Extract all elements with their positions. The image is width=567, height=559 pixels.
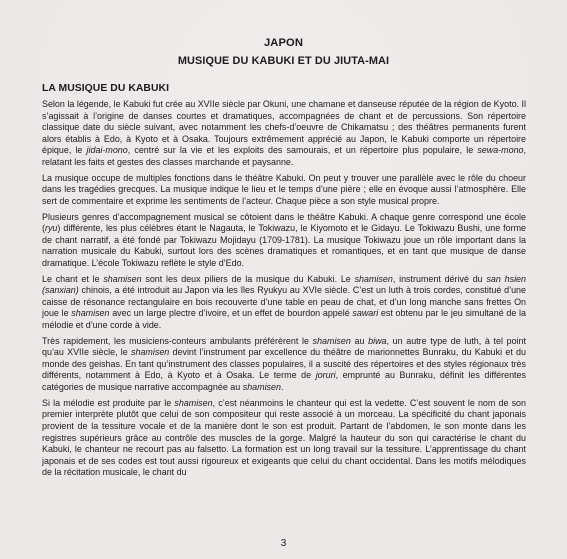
paragraph-3-text-1: Plusieurs genres d’accompagnement musical se côtoient dans le théâtre Kabuki. A chaque genre correspond une école (: [42, 211, 526, 234]
paragraph-4-italic-3: san hsien (sanxian): [42, 273, 526, 296]
paragraph-1: [42, 99, 526, 169]
paragraph-2: [42, 173, 526, 208]
paragraph-5: [42, 336, 526, 394]
paragraph-5-text-4: devint l’instrument par excellence du théâtre de marionnettes Bunraku, du Kabuki et du monde des geishas. En tant qu’instrument des classes populaires, il a suscité des répertoires et des styles régionaux très différents, notamment à Edo, à Kyoto et à Osaka. Le terme de: [42, 347, 526, 381]
paragraph-3: [42, 212, 526, 270]
paragraph-4-text-1: Le chant et le: [42, 273, 104, 284]
paragraph-5-italic-2: biwa: [368, 335, 387, 346]
page-number: 3: [280, 538, 287, 549]
paragraph-5-italic-5: shamisen: [242, 382, 281, 393]
paragraph-6-text-2: , c’est néanmoins le chanteur qui est la vedette. C’est souvent le nom de son premier interprète plutôt que celui de son compositeur qui reste associé à un morceau. La spécificité du chant japonais provient de la tessiture vocale et de la manière dont le son est produit. Partant de l’abdomen, le son monte dans les registres supérieurs grâce au contrôle des muscles de la gorge. Malgré la hauteur du son qui caractérise le chant du Kabuki, le chanteur ne recourt pas au falsetto. La formation est un long travail sur la tessiture. L’apprentissage du chant japonais et de ses codes est tout aussi rigoureux et exigeants que celui du chant occidental. Dans les motifs mélodiques de la récitation musicale, le chant du: [42, 397, 526, 478]
paragraph-6-italic-1: shamisen: [174, 397, 213, 408]
page-title: JAPON: [263, 37, 304, 49]
paragraph-6: [42, 398, 526, 479]
paragraph-4-text-2: sont les deux piliers de la musique du Kabuki. Le: [141, 273, 355, 284]
paragraph-1-italic-2: sewa-mono: [477, 145, 524, 156]
paragraph-3-text-2: ) différente, les plus célèbres étant le Nagauta, le Tokiwazu, le Kiyomoto et le Gidayu. Le Tokiwazu Bushi, une forme de chant narratif, a été fondé par Tokiwazu Mojidayu (1709-1781). La musique Tokiwazu joue un rôle important dans la narration musicale du Kabuki, surtout lors des scènes dramatiques et romantiques, et en tant que musique de danse dramatique. L’école Tokiwazu reflète le style d’Edo.: [42, 223, 526, 268]
paragraph-1-italic-1: jidai-mono: [86, 145, 128, 156]
paragraph-5-italic-4: joruri: [315, 370, 336, 381]
paragraph-5-text-5: , emprunté au Bunraku, définit les différentes catégories de musique narrative accompagnée au: [42, 370, 526, 393]
paragraph-5-text-6: .: [280, 382, 284, 393]
paragraph-5-italic-1: shamisen: [312, 335, 351, 346]
paragraph-3-italic-1: ryu: [44, 223, 58, 234]
paragraph-5-italic-3: shamisen: [131, 347, 170, 358]
paragraph-1-text-1: Selon la légende, le Kabuki fut crée au XVIIe siècle par Okuni, une chamane et danseuse réputée de la région de Kyoto. Il s’agissait à l’origine de danses courtes et dramatiques, accompagnées de chant et de percussions. Son répertoire classique date du siècle suivant, avec notamment les chefs-d’oeuvre de Chikamatsu ; des théâtres permanents furent alors établis à Edo, à Kyoto et à Osaka. Toujours extrêmement apprécié au Japon, le Kabuki comporte un répertoire épique, le: [42, 99, 526, 156]
paragraph-5-text-1: Très rapidement, les musiciens-conteurs ambulants préférèrent le: [42, 335, 313, 346]
paragraph-4-text-3: , instrument dérivé du: [392, 273, 487, 284]
paragraph-4-italic-4: shamisen: [71, 308, 110, 319]
paragraph-4-italic-1: shamisen: [103, 273, 142, 284]
body-text: [42, 99, 526, 483]
section-heading: LA MUSIQUE DU KABUKI: [42, 83, 170, 94]
paragraph-4-text-4: chinois, a été introduit au Japon via les îles Ryukyu au XVIe siècle. C’est un luth à trois cordes, constitué d’une caisse de résonance rectangulaire en bois recouverte d’une table en peau de chat, et d’un long manche sans frettes On joue le: [42, 285, 526, 319]
paragraph-6-text-1: Si la mélodie est produite par le: [42, 397, 175, 408]
paragraph-4-text-6: est obtenu par le jeu simultané de la mélodie et d’une corde à vide.: [42, 308, 526, 330]
paragraph-4-text-5: avec un large plectre d’ivoire, et un effet de bourdon appelé: [109, 308, 353, 319]
paragraph-5-text-3: , un autre type de luth, à tel point qu’au XVIIe siècle, le: [42, 335, 526, 358]
paragraph-4-italic-5: sawari: [352, 308, 379, 319]
paragraph-5-text-2: au: [350, 335, 369, 346]
paragraph-1-text-3: , relatant les faits et gestes des classes marchande et paysanne.: [42, 145, 526, 167]
paragraph-2-text-1: La musique occupe de multiples fonctions dans le théâtre Kabuki. On peut y trouver une parallèle avec le rôle du choeur dans les tragédies grecques. La musique indique le lieu et le temps d’une pière ; elle en évoque aussi l’atmosphère. Elle sert de commentaire et exprime les sentiments de l’acteur. Chaque pièce a son style musical propre.: [42, 172, 526, 206]
paragraph-4: [42, 274, 526, 332]
paragraph-4-italic-2: shamisen: [354, 273, 393, 284]
page-subtitle: MUSIQUE DU KABUKI ET DU JIUTA-MAI: [177, 55, 390, 67]
paragraph-1-text-2: , centré sur la vie et les exploits des samourais, et un répertoire plus populaire, le: [127, 145, 478, 156]
